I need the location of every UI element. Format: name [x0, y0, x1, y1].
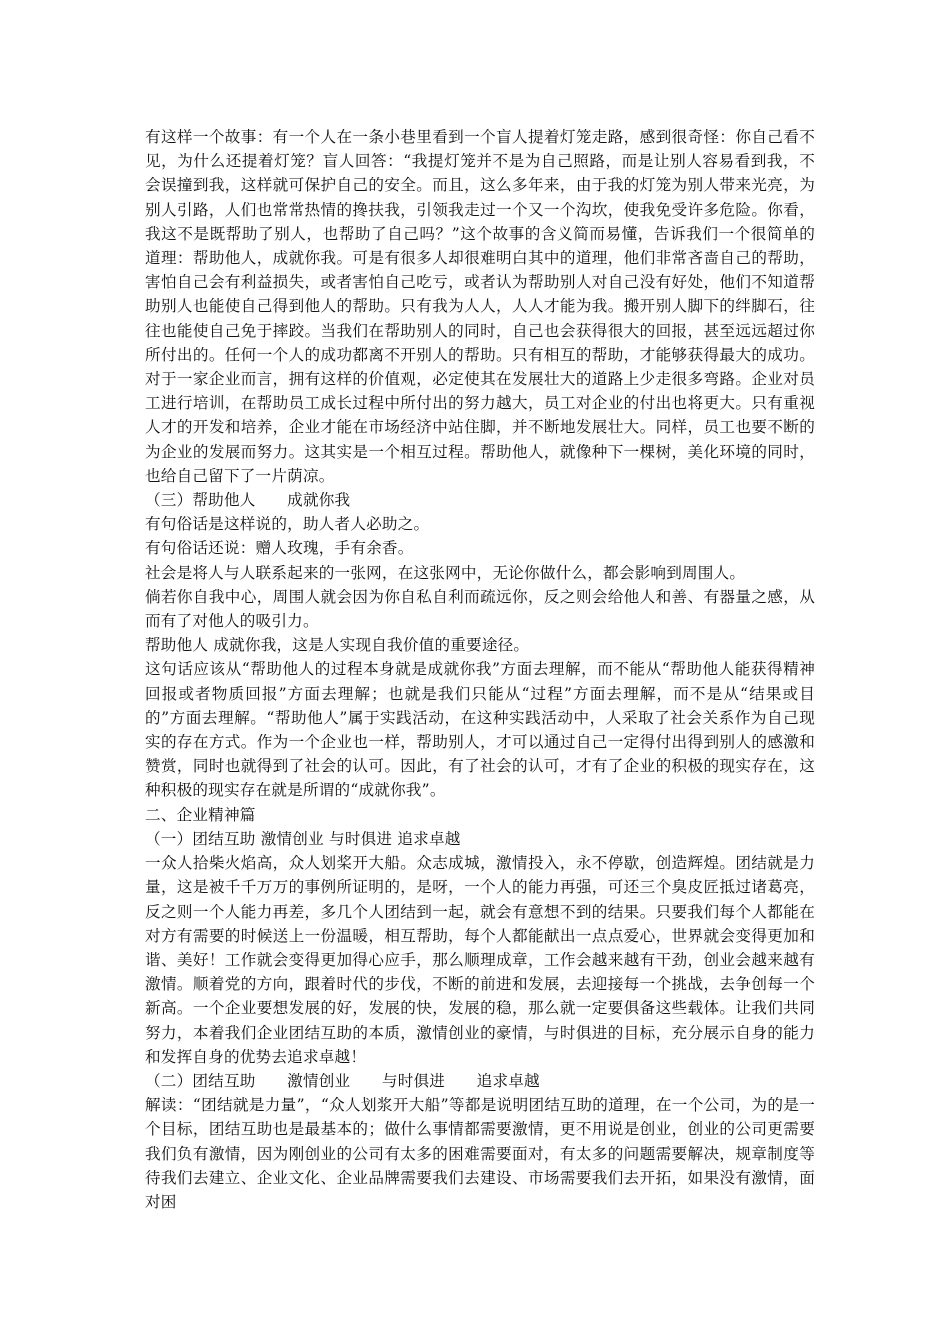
saying-line-2: 有句俗话还说：赠人玫瑰，手有余香。 — [145, 539, 414, 558]
section-heading-unity-2: （二）团结互助 激情创业 与时俱进 追求卓越 — [145, 1071, 540, 1090]
interpretation-paragraph: 这句话应该从“帮助他人的过程本身就是成就你我”方面去理解，而不能从“帮助他人能获得精神回报或者物质回报”方面去理解；也就是我们只能从“过程”方面去理解，而不是从“结果或目的”方面去理解。“帮助他人”属于实践活动，在这种实践活动中，人采取了社会关系作为自己现实的存在方式。作为一个企业也一样，帮助别人，才可以通过自己一定得付出得到别人的感激和赞赏，同时也就得到了社会的认可。因此，有了社会的认可，才有了企业的积极的现实存在，这种积极的现实存在就是所谓的“成就你我”。 — [145, 660, 815, 800]
saying-line-1: 有句俗话是这样说的，助人者人必助之。 — [145, 515, 430, 534]
story-paragraph: 有这样一个故事：有一个人在一条小巷里看到一个盲人提着灯笼走路，感到很奇怪：你自己看不见，为什么还提着灯笼？盲人回答：“我提灯笼并不是为自己照路，而是让别人容易看到我，不会误撞到我，这样就可保护自己的安全。而且，这么多年来，由于我的灯笼为别人带来光亮，为别人引路，人们也常常热情的搀扶我，引领我走过一个又一个沟坎，使我免受许多危险。你看，我这不是既帮助了别人，也帮助了自己吗？”这个故事的含义简而易懂，告诉我们一个很简单的道理：帮助他人，成就你我。可是有很多人却很难明白其中的道理，他们非常吝啬自己的帮助，害怕自己会有利益损失，或者害怕自己吃亏，或者认为帮助别人对自己没有好处，他们不知道帮助别人也能使自己得到他人的帮助。只有我为人人，人人才能为我。搬开别人脚下的绊脚石，往往也能使自己免于摔跤。当我们在帮助别人的同时，自己也会获得很大的回报，甚至远远超过你所付出的。任何一个人的成功都离不开别人的帮助。只有相互的帮助，才能够获得最大的成功。对于一家企业而言，拥有这样的价值观，必定使其在发展壮大的道路上少走很多弯路。企业对员工进行培训，在帮助员工成长过程中所付出的努力越大，员工对企业的付出也将更大。只有重视人才的开发和培养，企业才能在市场经济中站住脚，并不断地发展壮大。同样，员工也要不断的为企业的发展而努力。这其实是一个相互过程。帮助他人，就像种下一棵树，美化环境的同时，也给自己留下了一片荫凉。 — [145, 128, 815, 485]
unity-paragraph: 一众人拾柴火焰高，众人划桨开大船。众志成城，激情投入，永不停歇，创造辉煌。团结就是力量，这是被千千万万的事例所证明的，是呀，一个人的能力再强，可还三个臭皮匠抵过诸葛亮，反之则一个人能力再差，多几个人团结到一起，就会有意想不到的结果。只要我们每个人都能在对方有需要的时候送上一份温暖，相互帮助，每个人都能献出一点点爱心，世界就会变得更加和谐、美好！工作就会变得更加得心应手，那么顺理成章，工作会越来越有干劲，创业会越来越有激情。顺着党的方向，跟着时代的步伐，不断的前进和发展，去迎接每一个挑战，去争创每一个新高。一个企业要想发展的好，发展的快，发展的稳，那么就一定要俱备这些载体。让我们共同努力，本着我们企业团结互助的本质，激情创业的豪情，与时俱进的目标，充分展示自身的能力和发挥自身的优势去追求卓越！ — [145, 854, 815, 1066]
document-body — [145, 125, 815, 1214]
society-network-line: 社会是将人与人联系起来的一张网，在这张网中，无论你做什么，都会影响到周围人。 — [145, 563, 746, 582]
section-heading-unity-1: （一）团结互助 激情创业 与时俱进 追求卓越 — [145, 829, 461, 848]
explanation-paragraph: 解读：“团结就是力量”，“众人划浆开大船”等都是说明团结互助的道理，在一个公司，为的是一个目标，团结互助也是最基本的；做什么事情都需要激情，更不用说是创业，创业的公司更需要我们负有激情，因为刚创业的公司有太多的困难需要面对，有太多的问题需要解决，规章制度等待我们去建立、企业文化、企业品牌需要我们去建设、市场需要我们去开拓，如果没有激情，面对困 — [145, 1096, 815, 1211]
section-heading-help-others: （三）帮助他人 成就你我 — [145, 491, 351, 510]
self-value-line: 帮助他人 成就你我，这是人实现自我价值的重要途径。 — [145, 636, 530, 655]
chapter-heading-enterprise-spirit: 二、企业精神篇 — [145, 805, 256, 824]
self-centered-paragraph: 倘若你自我中心，周围人就会因为你自私自利而疏远你，反之则会给他人和善、有器量之感，从而有了对他人的吸引力。 — [145, 587, 815, 631]
